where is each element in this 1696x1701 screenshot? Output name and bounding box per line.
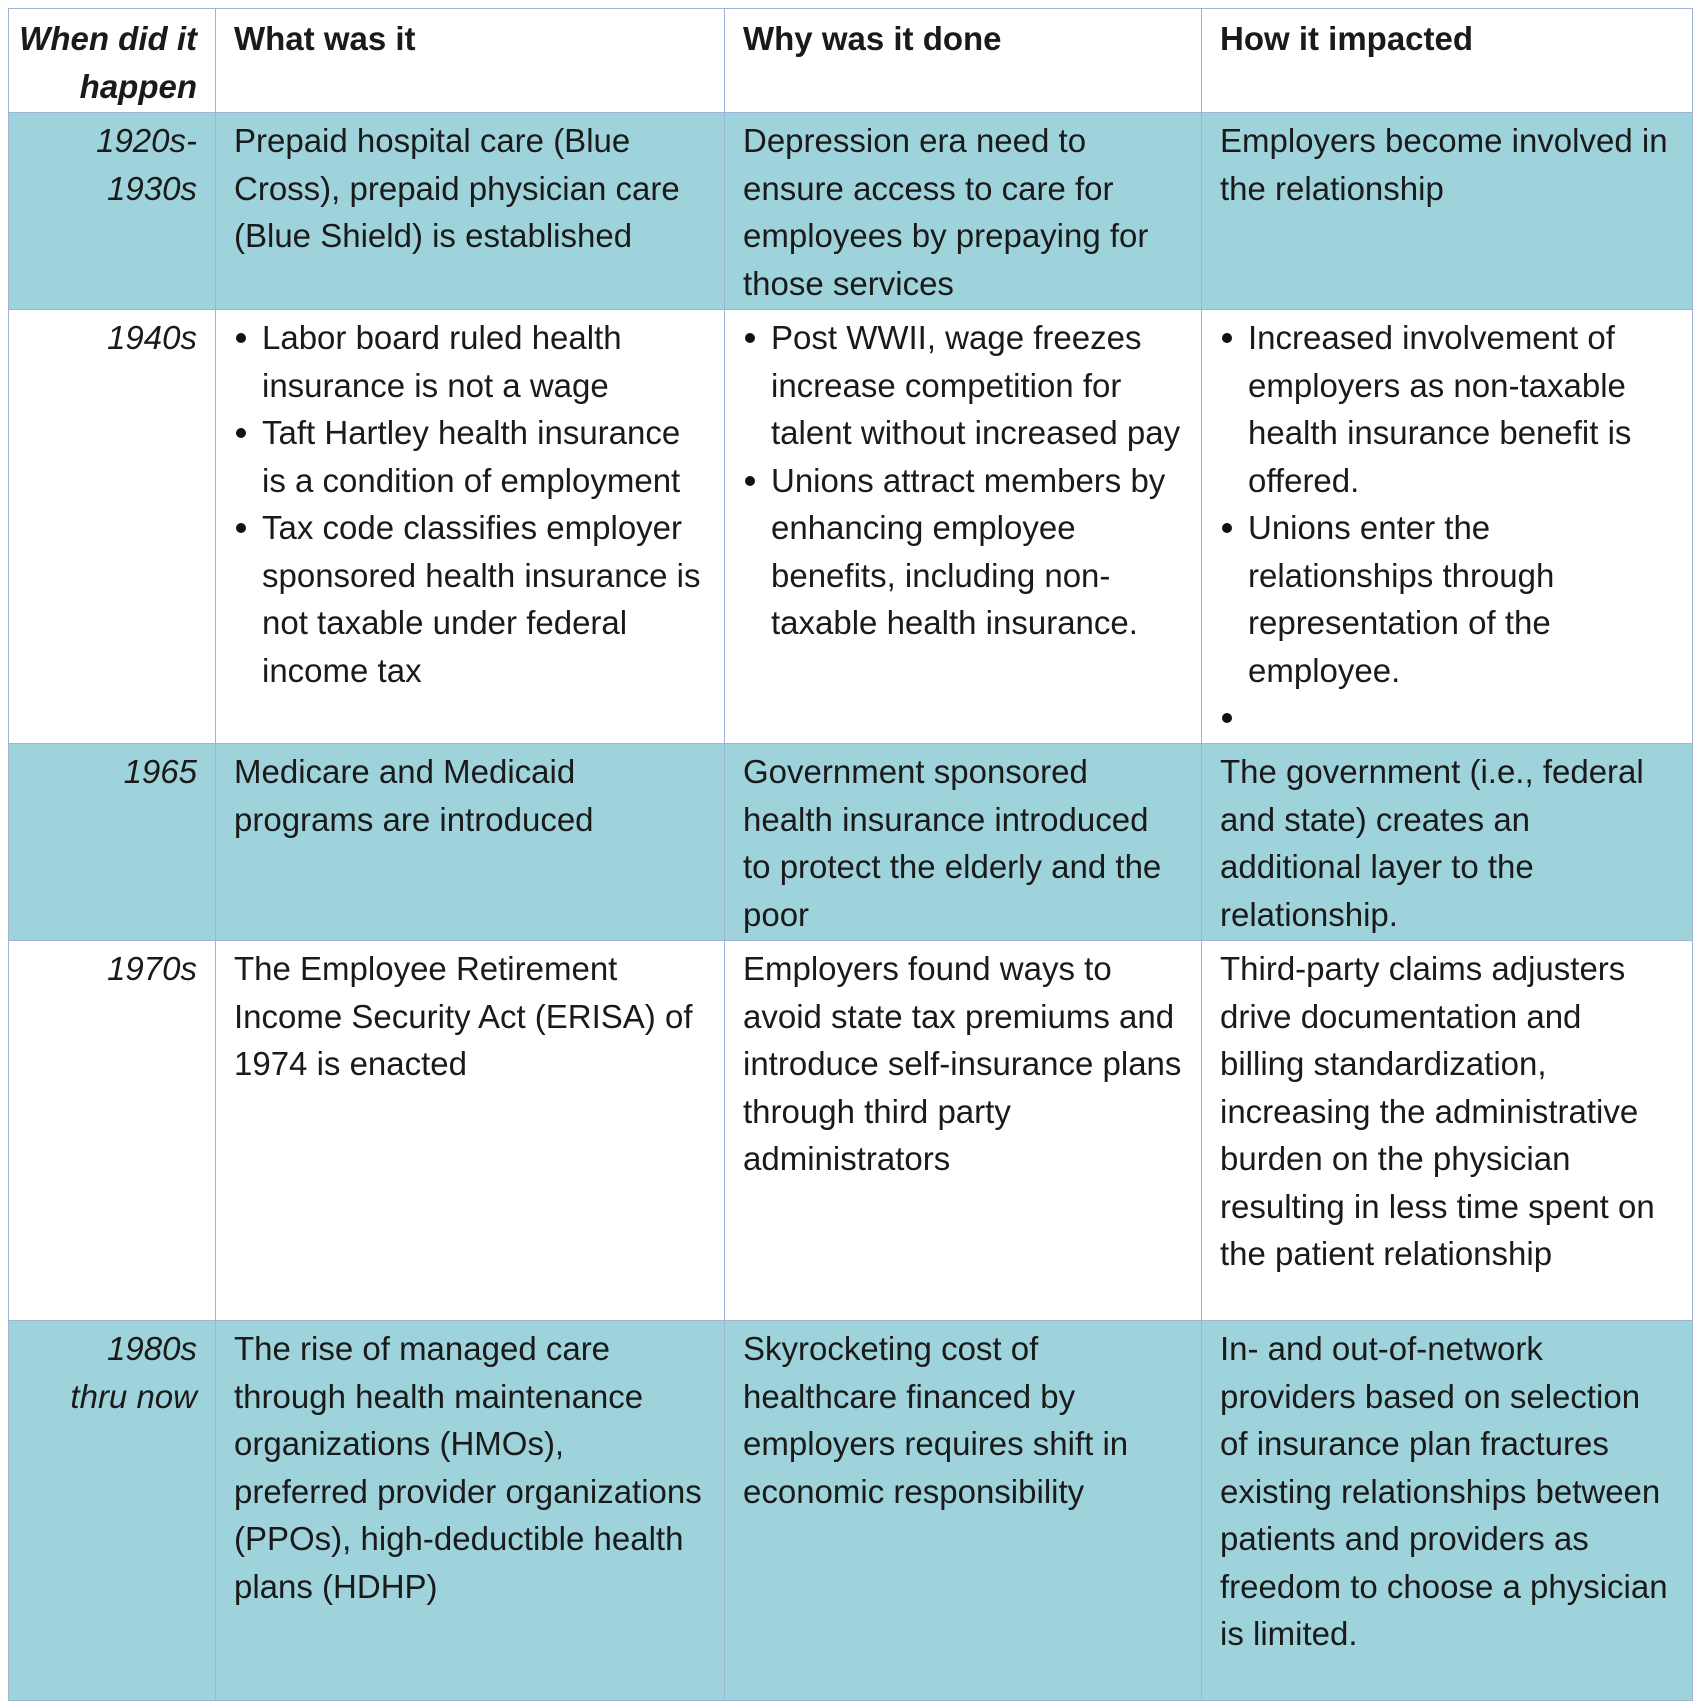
list-item: Labor board ruled health insurance is not a wage: [234, 314, 706, 409]
row-when: 1965: [9, 744, 216, 941]
row-why: [725, 310, 1202, 744]
header-row: [9, 9, 1693, 113]
row-what: Medicare and Medicaid programs are introduced: [216, 744, 725, 941]
list-item: Unions enter the relationships through representation of the employee.: [1220, 504, 1674, 694]
bullet-list: [1220, 314, 1674, 741]
row-when: 1980s thru now: [9, 1321, 216, 1701]
history-table: [8, 8, 1693, 1701]
list-item: Unions attract members by enhancing employee benefits, including non-taxable health insurance.: [743, 457, 1183, 647]
row-why: Skyrocketing cost of healthcare financed by employers requires shift in economic responsibility: [725, 1321, 1202, 1701]
header-why: Why was it done: [725, 9, 1202, 113]
table-row: [9, 1321, 1693, 1701]
row-why: Government sponsored health insurance introduced to protect the elderly and the poor: [725, 744, 1202, 941]
row-how: The government (i.e., federal and state) creates an additional layer to the relationship.: [1202, 744, 1693, 941]
table-row: [9, 744, 1693, 941]
list-item: Increased involvement of employers as non-taxable health insurance benefit is offered.: [1220, 314, 1674, 504]
header-when: When did it happen: [9, 9, 216, 113]
table-row: [9, 941, 1693, 1321]
row-when: 1920s- 1930s: [9, 113, 216, 310]
row-what: The Employee Retirement Income Security Act (ERISA) of 1974 is enacted: [216, 941, 725, 1321]
row-what: The rise of managed care through health maintenance organizations (HMOs), preferred provider organizations (PPOs), high-deductible health plans (HDHP): [216, 1321, 725, 1701]
list-item: [1220, 694, 1674, 741]
table-row: [9, 310, 1693, 744]
list-item: Taft Hartley health insurance is a condition of employment: [234, 409, 706, 504]
row-how: [1202, 310, 1693, 744]
list-item: Tax code classifies employer sponsored health insurance is not taxable under federal income tax: [234, 504, 706, 694]
list-item: Post WWII, wage freezes increase competition for talent without increased pay: [743, 314, 1183, 457]
header-how: How it impacted: [1202, 9, 1693, 113]
row-what: [216, 310, 725, 744]
bullet-list: [234, 314, 706, 694]
row-what: Prepaid hospital care (Blue Cross), prepaid physician care (Blue Shield) is established: [216, 113, 725, 310]
bullet-list: [743, 314, 1183, 647]
row-when: 1970s: [9, 941, 216, 1321]
table-row: [9, 113, 1693, 310]
row-how: Third-party claims adjusters drive documentation and billing standardization, increasing the administrative burden on the physician resulting in less time spent on the patient relationship: [1202, 941, 1693, 1321]
row-why: Employers found ways to avoid state tax premiums and introduce self-insurance plans through third party administrators: [725, 941, 1202, 1321]
row-when: 1940s: [9, 310, 216, 744]
row-how: Employers become involved in the relationship: [1202, 113, 1693, 310]
header-what: What was it: [216, 9, 725, 113]
row-how: In- and out-of-network providers based on selection of insurance plan fractures existing relationships between patients and providers as freedom to choose a physician is limited.: [1202, 1321, 1693, 1701]
row-why: Depression era need to ensure access to care for employees by prepaying for those services: [725, 113, 1202, 310]
